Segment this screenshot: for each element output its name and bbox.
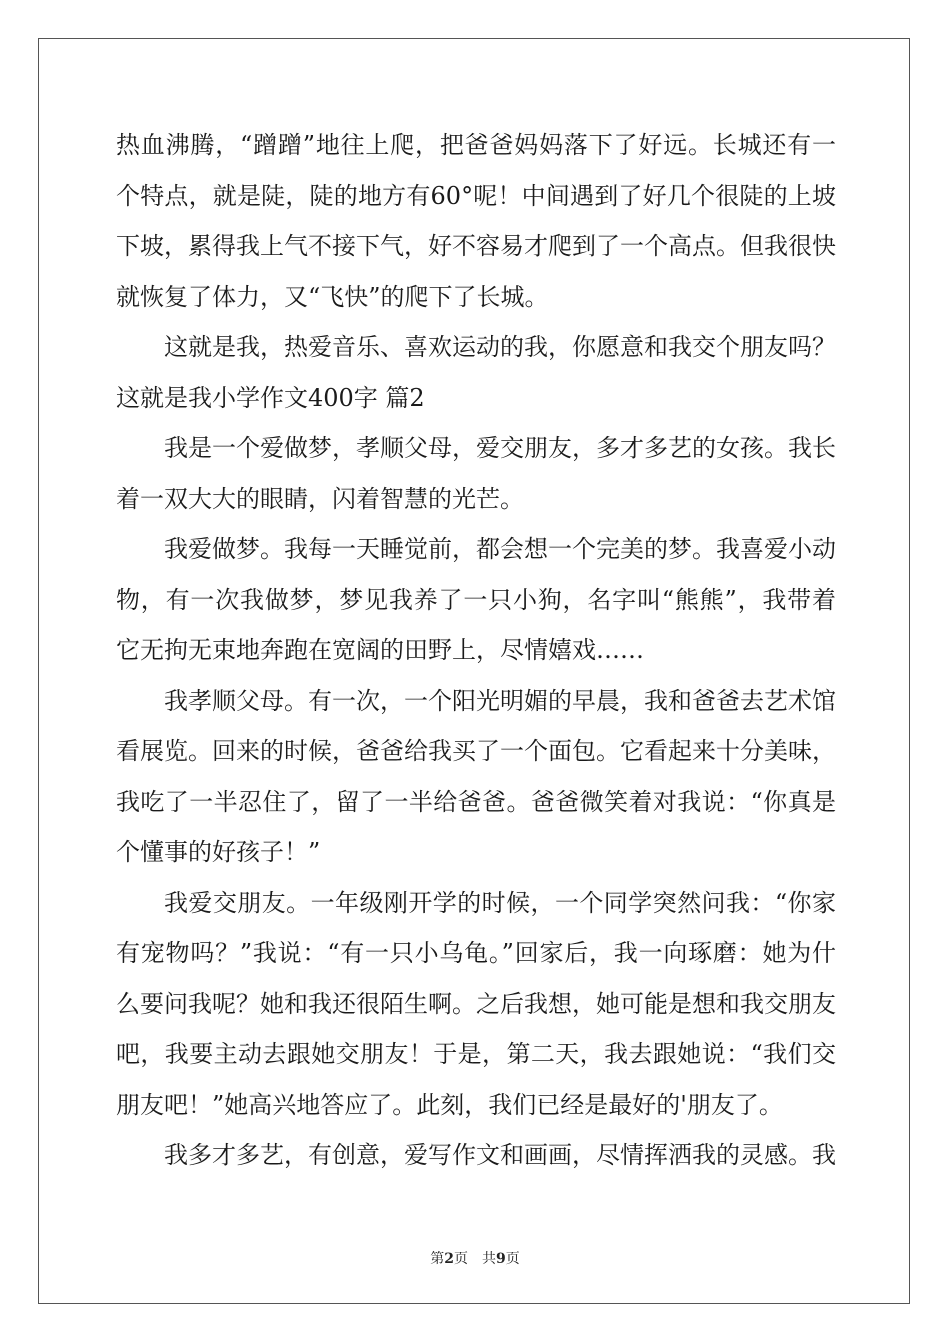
page-total: 9 [496, 1251, 506, 1267]
paragraph-3: 我是一个爱做梦，孝顺父母，爱交朋友，多才多艺的女孩。我长着一双大大的眼睛，闪着智慧的光芒。 [116, 434, 836, 513]
paragraph-7: 我多才多艺，有创意，爱写作文和画画，尽情挥洒我的灵感。我 [164, 1141, 836, 1169]
document-body [116, 120, 836, 1181]
paragraph-5: 我孝顺父母。有一次，一个阳光明媚的早晨，我和爸爸去艺术馆看展览。回来的时候，爸爸给我买了一个面包。它看起来十分美味，我吃了一半忍住了，留了一半给爸爸。爸爸微笑着对我说：“你真是个懂事的好孩子！” [116, 686, 836, 866]
page-mid: 页 共 [454, 1251, 496, 1267]
page-footer [0, 1248, 950, 1268]
page-prefix: 第 [430, 1251, 445, 1267]
paragraph-1: 热血沸腾，“蹭蹭”地往上爬，把爸爸妈妈落下了好远。长城还有一个特点，就是陡，陡的地方有60°呢！中间遇到了好几个很陡的上坡下坡，累得我上气不接下气，好不容易才爬到了一个高点。但我很快就恢复了体力，又“飞快”的爬下了长城。 [116, 131, 836, 311]
page-suffix: 页 [505, 1251, 520, 1267]
page-current: 2 [444, 1251, 454, 1267]
paragraph-4: 我爱做梦。我每一天睡觉前，都会想一个完美的梦。我喜爱小动物，有一次我做梦，梦见我养了一只小狗，名字叫“熊熊”，我带着它无拘无束地奔跑在宽阔的田野上，尽情嬉戏…… [116, 535, 836, 664]
paragraph-2: 这就是我，热爱音乐、喜欢运动的我，你愿意和我交个朋友吗？ [164, 333, 836, 361]
paragraph-6: 我爱交朋友。一年级刚开学的时候，一个同学突然问我：“你家有宠物吗？”我说：“有一只小乌龟。”回家后，我一向琢磨：她为什么要问我呢？她和我还很陌生啊。之后我想，她可能是想和我交朋友吧，我要主动去跟她交朋友！于是，第二天，我去跟她说：“我们交朋友吧！”她高兴地答应了。此刻，我们已经是最好的'朋友了。 [116, 888, 836, 1119]
section-heading: 这就是我小学作文400字 篇2 [116, 383, 425, 412]
